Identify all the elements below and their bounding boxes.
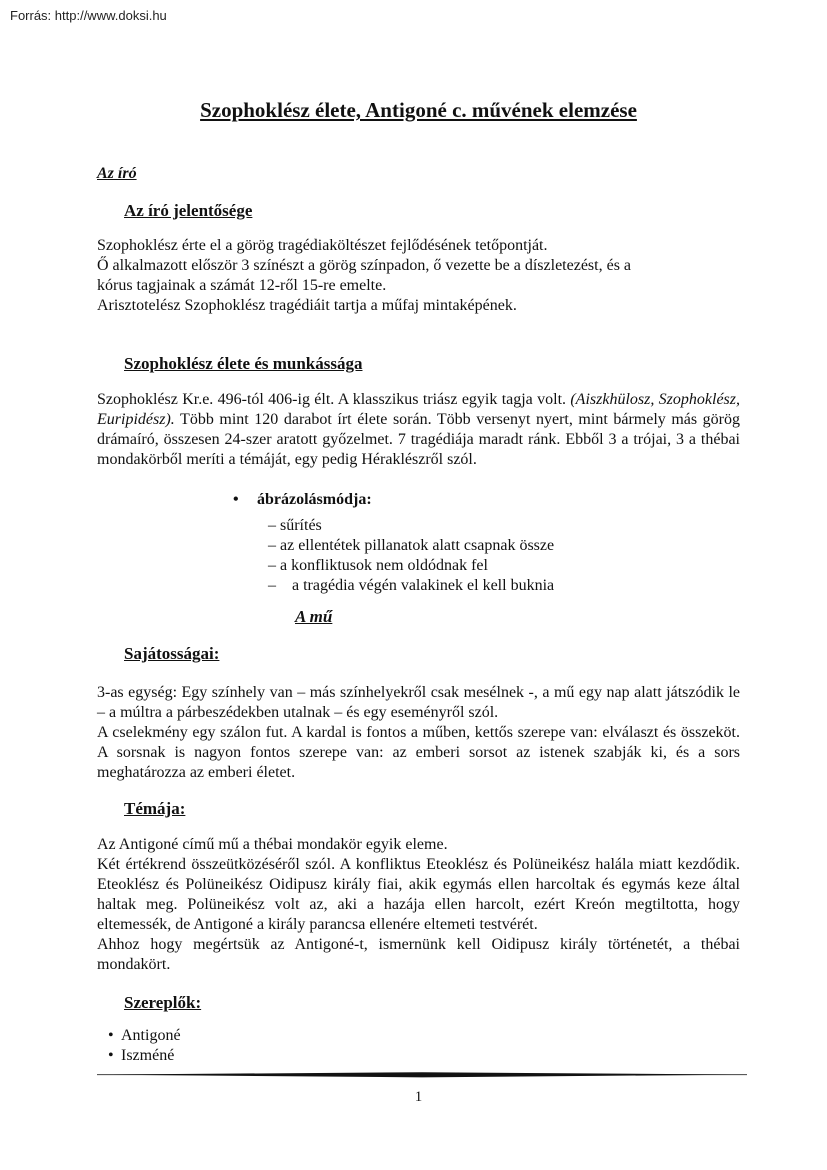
- character-name: Antigoné: [121, 1027, 181, 1044]
- dash-list-item: – a tragédia végén valakinek el kell buknia: [268, 577, 555, 594]
- paragraph-sajatossagai-2: A cselekmény egy szálon fut. A kardal is fontos a műben, kettős szerepe van: elválaszt és összeköt. A sorsnak is nagyon fontos szerepe van: az emberi sorsot az istenek szabják ki, és a sors meghatározza az emberi életet.: [97, 724, 740, 781]
- paragraph-text: Szophoklész Kr.e. 496-tól 406-ig élt. A klasszikus triász egyik tagja volt.: [97, 391, 571, 408]
- character-list: [97, 1026, 740, 1066]
- bullet-label: ábrázolásmódja:: [257, 491, 372, 508]
- sub-heading-szereplok: Szereplők:: [124, 993, 202, 1012]
- paragraph-elete: [97, 390, 740, 470]
- bullet-icon: •: [108, 1047, 114, 1064]
- paragraph-jelentosege: [97, 236, 740, 316]
- paragraph-line: kórus tagjainak a számát 12-ről 15-re emelte.: [97, 277, 387, 294]
- paragraph-line: Szophoklész érte el a görög tragédiaköltészet fejlődésének tetőpontját.: [97, 237, 548, 254]
- document-page: [97, 0, 740, 1106]
- paragraph-line: Ő alkalmazott először 3 színészt a görög színpadon, ő vezette be a díszletezést, és a: [97, 257, 632, 274]
- paragraph-text-italic: (Aiszkhülosz, Szophoklész, Euripidész).: [97, 391, 741, 428]
- paragraph-temaja-3: Ahhoz hogy megértsük az Antigoné-t, ismernünk kell Oidipusz király történetét, a thébai mondakört.: [97, 936, 740, 973]
- paragraph-text: Több mint 120 darabot írt élete során. Több versenyt nyert, mint bármely más görög drámaíró, összesen 24-szer aratott győzelmet. 7 tragédiája maradt ránk. Ebből 3 a trójai, 3 a thébai mondakörből meríti a témáját, egy pedig Héraklészről szól.: [97, 411, 740, 468]
- bullet-icon: •: [108, 1027, 114, 1044]
- page-number: 1: [414, 1089, 423, 1105]
- dash-list-abrazolasmod: [97, 516, 740, 596]
- source-url-text: Forrás: http://www.doksi.hu: [10, 8, 167, 23]
- sub-heading-elete-munkassaga: Szophoklész élete és munkássága: [124, 354, 363, 373]
- dash-list-item: – sűrítés: [268, 517, 322, 534]
- sub-heading-temaja: Témája:: [124, 799, 186, 818]
- list-item-character: [108, 1026, 740, 1046]
- paragraph-temaja-2: Két értékrend összeütközéséről szól. A konfliktus Eteoklész és Polüneikész halála miatt kezdődik. Eteoklész és Polüneikész Oidipusz király fiai, akik egymás ellen harcoltak és egymás keze által haltak meg. Polüneikész volt az, aki a hazája ellen harcolt, ezért Kreón megtiltotta, hogy eltemessék, de Antigoné a király parancsa ellenére eltemeti testvérét.: [97, 856, 740, 933]
- paragraph-line: Arisztotelész Szophoklész tragédiáit tartja a műfaj mintaképének.: [97, 297, 517, 314]
- paragraph-temaja-1: Az Antigoné című mű a thébai mondakör egyik eleme.: [97, 836, 448, 853]
- section-heading-a-mu: A mű: [295, 607, 333, 626]
- character-name: Iszméné: [121, 1047, 175, 1064]
- sub-heading-az-iro-jelentosege: Az író jelentősége: [124, 201, 253, 220]
- dash-list-item: – a konfliktusok nem oldódnak fel: [268, 557, 488, 574]
- page-title: Szophoklész élete, Antigoné c. művének elemzése: [200, 98, 637, 122]
- list-item-character: [108, 1046, 740, 1066]
- paragraph-sajatossagai-1: 3-as egység: Egy színhely van – más színhelyekről csak mesélnek -, a mű egy nap alatt játszódik le – a múltra a párbeszédekben utalnak – és egy eseményről szól.: [97, 684, 740, 721]
- sub-heading-sajatossagai: Sajátosságai:: [124, 644, 220, 663]
- bullet-item-abrazolasmod: [233, 490, 740, 510]
- footer-horizontal-rule: [97, 1072, 747, 1078]
- bullet-icon: •: [233, 491, 239, 508]
- section-heading-az-iro: Az író: [97, 165, 137, 182]
- dash-list-item: – az ellentétek pillanatok alatt csapnak össze: [268, 537, 555, 554]
